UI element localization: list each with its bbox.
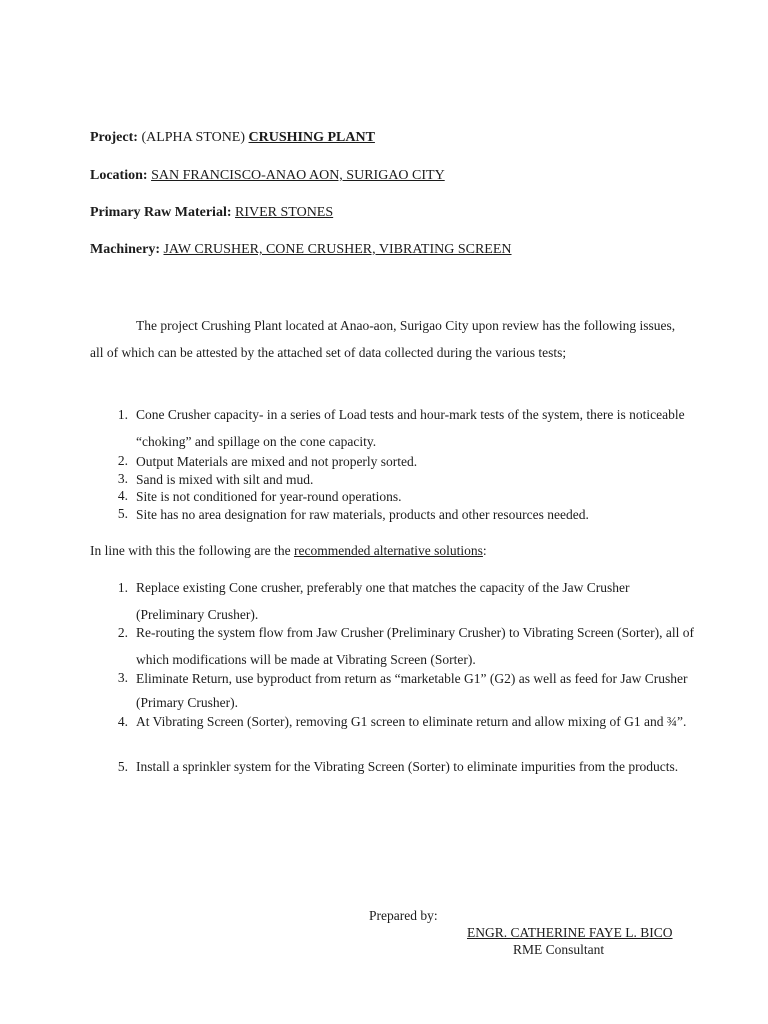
machinery-line (90, 242, 512, 258)
list-item: Replace existing Cone crusher, preferably one that matches the capacity of the Jaw Crusher (Preliminary Crusher). (136, 580, 630, 622)
solutions-intro-text: In line with this the following are the (90, 543, 291, 558)
solutions-intro (90, 543, 487, 559)
preparer-name: ENGR. CATHERINE FAYE L. BICO (467, 925, 673, 940)
list-item: Eliminate Return, use byproduct from return as “marketable G1” (G2) as well as feed for Jaw Crusher (Primary Crusher). (136, 671, 688, 710)
project-label: Project: (90, 130, 138, 145)
list-item: Output Materials are mixed and not properly sorted. (136, 454, 418, 469)
intro-text: The project Crushing Plant located at Anao-aon, Surigao City upon review has the following issues, all of which can be attested by the attached set of data collected during the various tests; (90, 318, 676, 360)
location-value: SAN FRANCISCO-ANAO AON, SURIGAO CITY (151, 168, 445, 183)
project-value-emph: CRUSHING PLANT (248, 130, 375, 145)
list-item-number: 4. (117, 714, 128, 729)
list-item: Site is not conditioned for year-round operations. (136, 489, 402, 504)
intro-paragraph (90, 312, 680, 366)
project-line (90, 130, 375, 146)
list-item: Re-routing the system flow from Jaw Crusher (Preliminary Crusher) to Vibrating Screen (Sorter), all of which modifications will be made at Vibrating Screen (Sorter). (136, 625, 694, 667)
list-item-number: 1. (117, 580, 128, 595)
raw-material-value: RIVER STONES (235, 205, 334, 220)
list-item-number: 5. (117, 759, 128, 774)
list-item-number: 3. (117, 670, 128, 685)
list-item-number: 1. (117, 407, 128, 422)
list-item-number: 2. (117, 625, 128, 640)
list-item-number: 5. (117, 506, 128, 521)
list-item-number: 3. (117, 471, 128, 486)
prepared-by-label: Prepared by: (369, 908, 438, 923)
location-label: Location: (90, 168, 148, 183)
list-item: Sand is mixed with silt and mud. (136, 472, 314, 487)
solutions-intro-emph: recommended alternative solutions (293, 543, 483, 558)
location-line (90, 168, 445, 184)
list-item-number: 2. (117, 453, 128, 468)
raw-material-line (90, 205, 333, 221)
list-item: At Vibrating Screen (Sorter), removing G1 screen to eliminate return and allow mixing of G1 and ¾”. (136, 714, 687, 729)
machinery-value: JAW CRUSHER, CONE CRUSHER, VIBRATING SCREEN (163, 242, 512, 257)
list-item: Cone Crusher capacity- in a series of Load tests and hour-mark tests of the system, there is noticeable “choking” and spillage on the cone capacity. (136, 407, 685, 449)
list-item-number: 4. (117, 488, 128, 503)
list-item: Site has no area designation for raw materials, products and other resources needed. (136, 507, 589, 522)
solutions-intro-colon: : (482, 543, 487, 558)
list-item: Install a sprinkler system for the Vibrating Screen (Sorter) to eliminate impurities from the products. (136, 759, 679, 774)
project-value-plain: (ALPHA STONE) (141, 130, 246, 145)
raw-material-label: Primary Raw Material: (90, 205, 232, 220)
machinery-label: Machinery: (90, 242, 160, 257)
preparer-title: RME Consultant (513, 942, 605, 957)
